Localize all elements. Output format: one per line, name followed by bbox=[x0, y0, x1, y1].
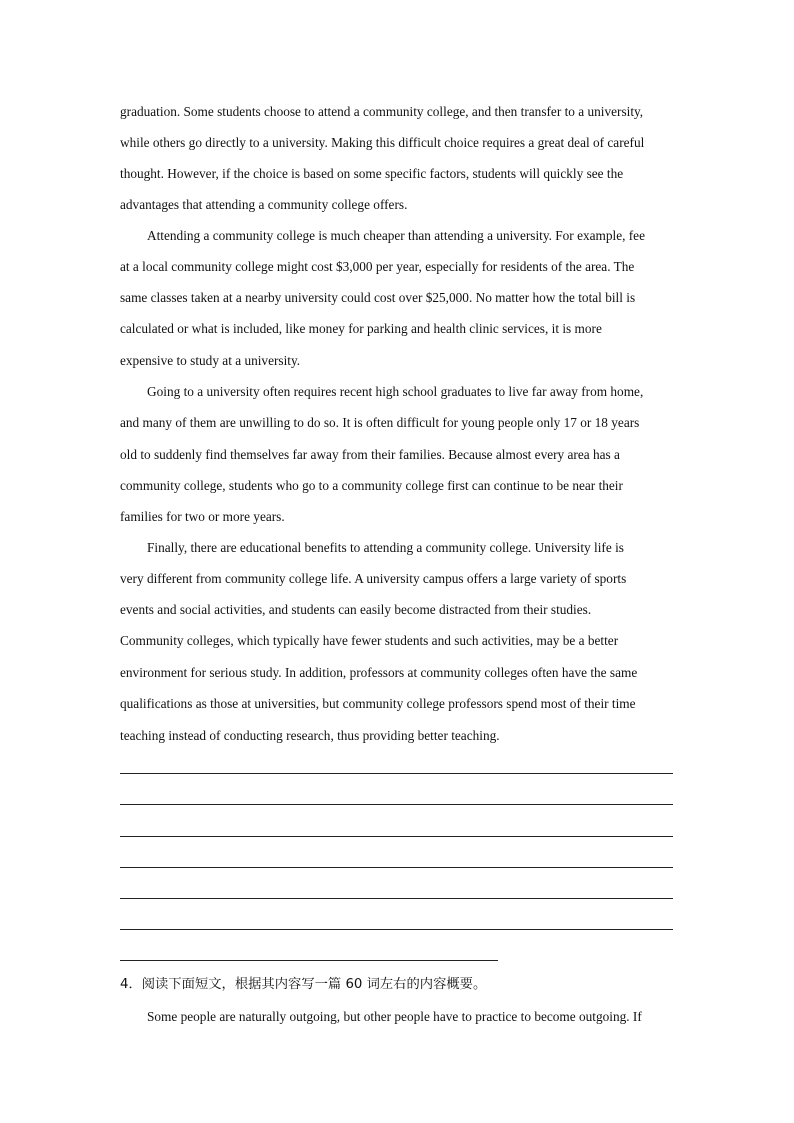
passage-line: at a local community college might cost $3,000 per year, especially for residents of the area. The bbox=[120, 259, 635, 274]
passage-line: events and social activities, and students can easily become distracted from their studies. bbox=[120, 602, 592, 617]
passage-line: families for two or more years. bbox=[120, 509, 285, 524]
answer-line bbox=[120, 960, 498, 961]
answer-line bbox=[120, 773, 673, 774]
passage-line: teaching instead of conducting research, thus providing better teaching. bbox=[120, 728, 500, 743]
passage-line: graduation. Some students choose to attend a community college, and then transfer to a university, bbox=[120, 104, 644, 119]
passage-line: very different from community college life. A university campus offers a large variety of sports bbox=[120, 571, 627, 586]
passage-line: Community colleges, which typically have fewer students and such activities, may be a better bbox=[120, 633, 619, 648]
passage-line: advantages that attending a community college offers. bbox=[120, 197, 408, 212]
answer-line bbox=[120, 836, 673, 837]
answer-line bbox=[120, 867, 673, 868]
question-number: 4． bbox=[120, 977, 142, 992]
passage-line: community college, students who go to a community college first can continue to be near their bbox=[120, 478, 623, 493]
passage-line: same classes taken at a nearby university could cost over $25,000. No matter how the total bill is bbox=[120, 290, 636, 305]
passage-line: qualifications as those at universities, but community college professors spend most of their time bbox=[120, 696, 636, 711]
answer-line bbox=[120, 898, 673, 899]
answer-line bbox=[120, 804, 673, 805]
passage-line: and many of them are unwilling to do so. It is often difficult for young people only 17 or 18 years bbox=[120, 415, 640, 430]
passage-line: Attending a community college is much cheaper than attending a university. For example, fee bbox=[147, 228, 645, 243]
question-prompt bbox=[120, 976, 486, 994]
passage-line: calculated or what is included, like money for parking and health clinic services, it is more bbox=[120, 321, 602, 336]
question-instruction: 阅读下面短文，根据其内容写一篇 60 词左右的内容概要。 bbox=[141, 977, 487, 992]
passage-line: old to suddenly find themselves far away from their families. Because almost every area has a bbox=[120, 447, 620, 462]
passage-line: environment for serious study. In addition, professors at community colleges often have the same bbox=[120, 665, 638, 680]
question-passage-line: Some people are naturally outgoing, but other people have to practice to become outgoing. If bbox=[147, 1009, 642, 1024]
passage-line: thought. However, if the choice is based on some specific factors, students will quickly see the bbox=[120, 166, 624, 181]
passage-line: expensive to study at a university. bbox=[120, 353, 301, 368]
passage-line: while others go directly to a university. Making this difficult choice requires a great deal of careful bbox=[120, 135, 645, 150]
answer-line bbox=[120, 929, 673, 930]
passage-line: Going to a university often requires recent high school graduates to live far away from home, bbox=[147, 384, 644, 399]
passage-line: Finally, there are educational benefits to attending a community college. University life is bbox=[147, 540, 624, 555]
